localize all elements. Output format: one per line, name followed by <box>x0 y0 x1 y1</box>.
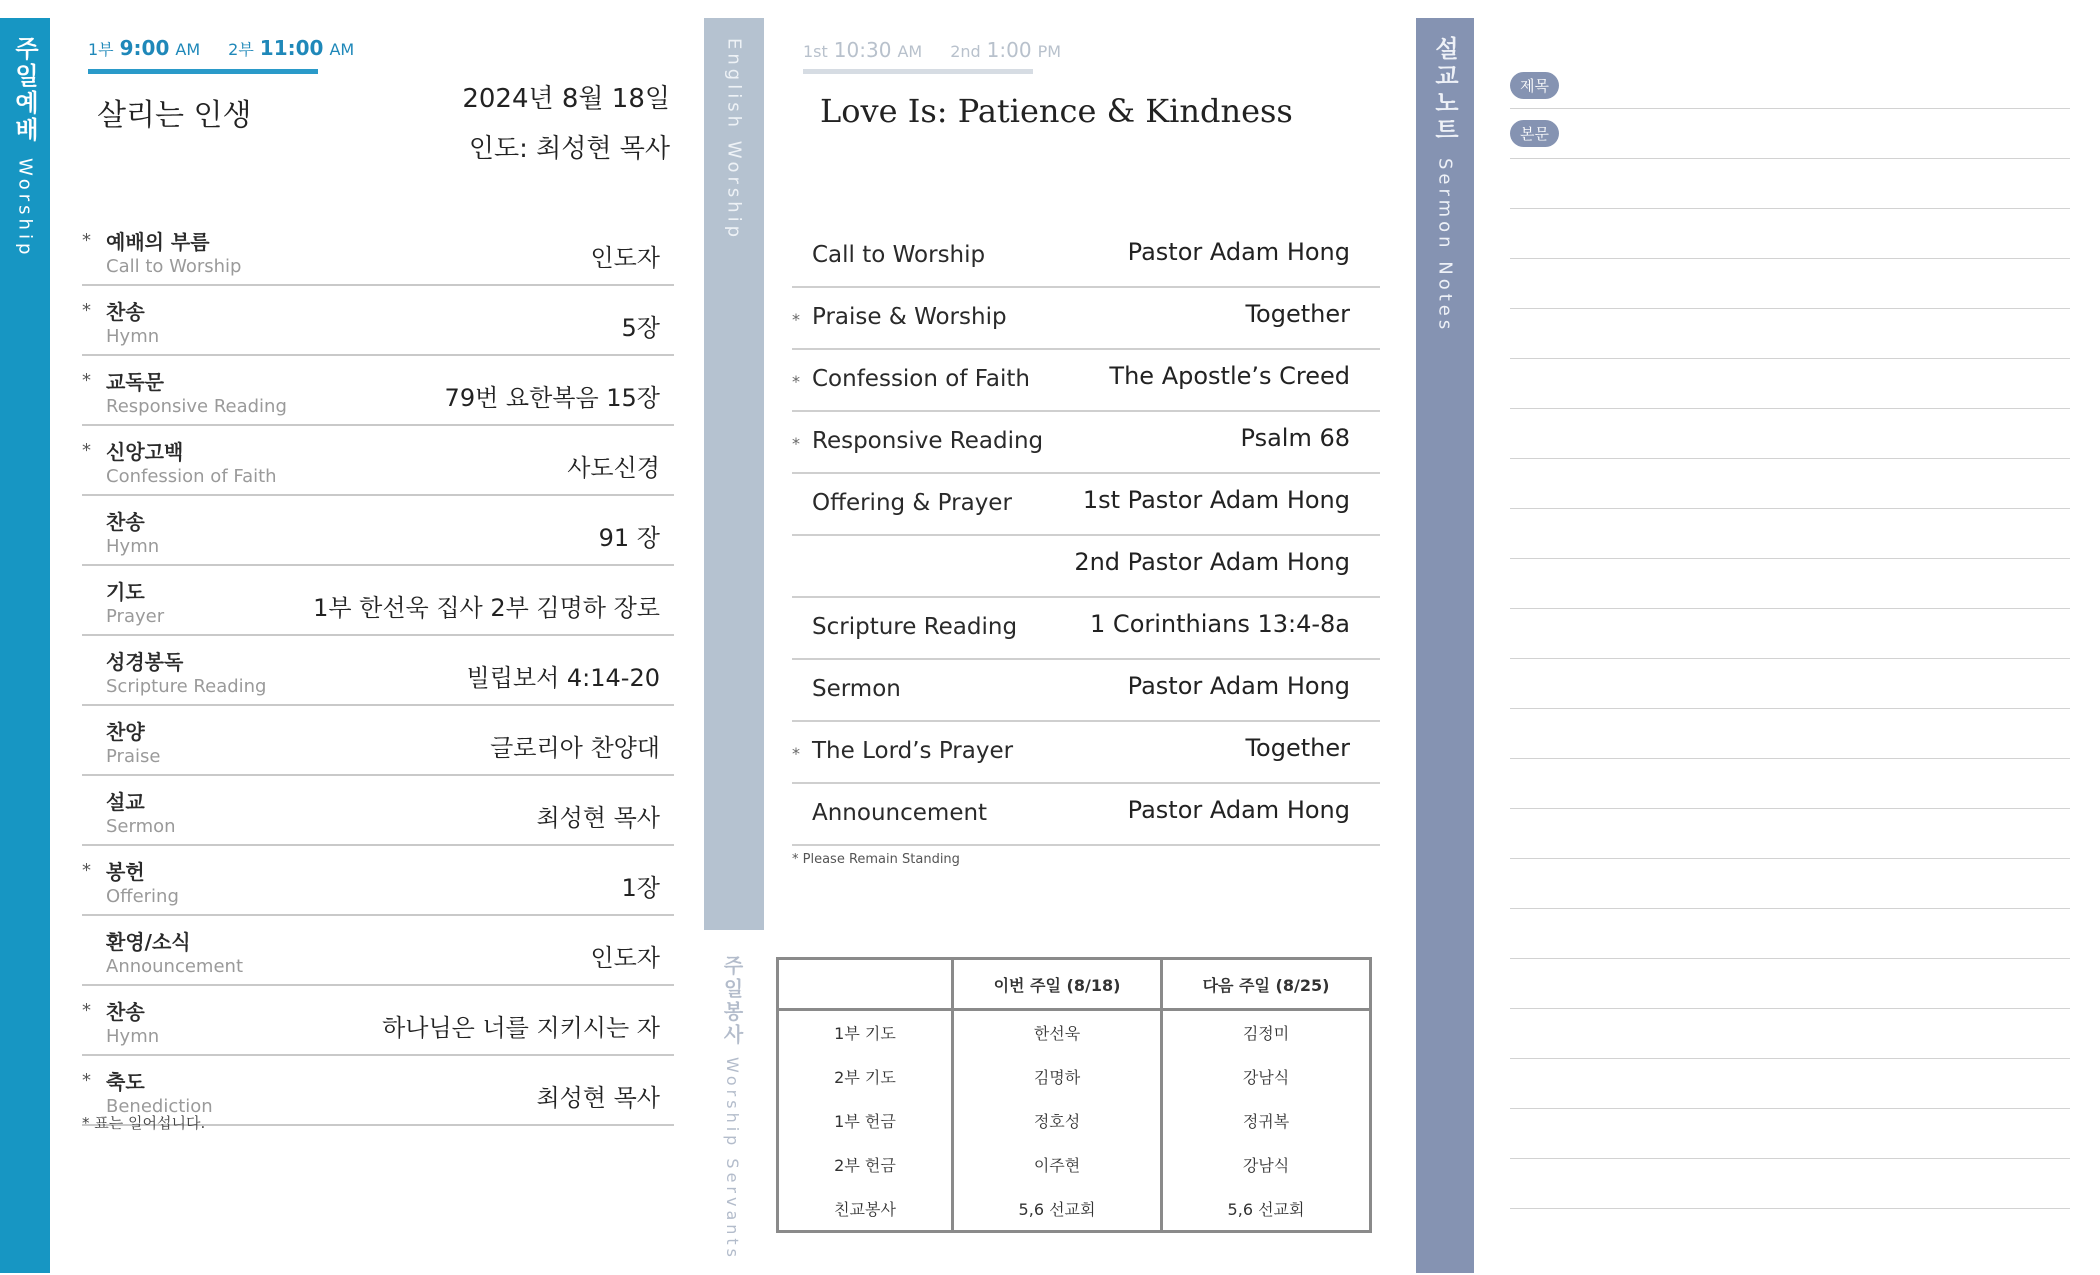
english-order-person: Together <box>1245 734 1350 762</box>
standing-marker: * <box>82 230 91 251</box>
english-order-row <box>792 476 1380 536</box>
english-order-row <box>792 538 1380 598</box>
english-order-item: Confession of Faith <box>812 366 1030 392</box>
note-line <box>1510 1058 2070 1059</box>
servants-next-week: 강남식 <box>1242 1155 1290 1175</box>
english-service-1-time: 10:30 <box>833 38 892 62</box>
servants-header-this-week: 이번 주일 (8/18) <box>953 959 1162 1010</box>
order-item-english: Responsive Reading <box>106 396 287 417</box>
servants-this-week: 이주현 <box>953 1142 1162 1186</box>
standing-marker: * <box>82 860 91 881</box>
english-order-item: Scripture Reading <box>812 614 1018 640</box>
order-row <box>82 708 674 776</box>
order-item-korean: 찬송 <box>106 300 145 324</box>
english-order-item: The Lord’s Prayer <box>812 738 1014 764</box>
note-line <box>1510 1208 2070 1209</box>
notes-text-label: 본문 <box>1510 120 1559 147</box>
english-order-person: Pastor Adam Hong <box>1127 672 1350 700</box>
note-line <box>1510 558 2070 559</box>
order-row <box>82 568 674 636</box>
worship-side-band <box>0 18 50 1273</box>
servants-header-row <box>778 959 1371 1010</box>
english-service-1-ampm: AM <box>897 42 923 61</box>
korean-order-of-worship <box>82 218 674 1128</box>
english-service-2-label: 2nd <box>950 42 981 61</box>
english-order-row <box>792 290 1380 350</box>
english-order-person: Pastor Adam Hong <box>1127 238 1350 266</box>
english-order-person: Pastor Adam Hong <box>1127 796 1350 824</box>
servants-role: 1부 헌금 <box>778 1099 953 1143</box>
korean-service-times <box>88 36 354 60</box>
korean-standing-note: * 표는 일어섭니다. <box>82 1114 206 1132</box>
servants-next-week: 강남식 <box>1242 1068 1290 1088</box>
note-line <box>1510 358 2070 359</box>
english-time-underline <box>803 69 1033 74</box>
order-item-korean: 찬송 <box>106 1000 145 1024</box>
servants-row <box>778 1099 1371 1143</box>
servants-this-week: 5,6 선교회 <box>953 1186 1162 1231</box>
servants-next-week: 김정미 <box>1242 1024 1290 1044</box>
english-order-row <box>792 352 1380 412</box>
note-line <box>1510 708 2070 709</box>
english-sermon-title: Love Is: Patience & Kindness <box>820 92 1293 130</box>
sermon-notes-side-band <box>1416 18 1474 1273</box>
order-item-english: Benediction <box>106 1096 213 1117</box>
note-line <box>1510 458 2070 459</box>
order-row <box>82 638 674 706</box>
note-line <box>1510 908 2070 909</box>
note-line <box>1510 158 2070 159</box>
note-line <box>1510 808 2070 809</box>
sermon-notes-band-english: Sermon Notes <box>1434 158 1456 334</box>
servants-vertical-label <box>718 955 747 1261</box>
order-item-korean: 기도 <box>106 580 145 604</box>
standing-marker: * <box>82 1000 91 1021</box>
english-service-2-ampm: PM <box>1037 42 1062 61</box>
service-2-ampm: AM <box>329 40 355 59</box>
servants-row <box>778 1142 1371 1186</box>
order-item-korean: 봉헌 <box>106 860 145 884</box>
sermon-notes-band-korean: 설교노트 <box>1430 36 1459 144</box>
servants-this-week: 정호성 <box>953 1099 1162 1143</box>
english-standing-note: * Please Remain Standing <box>792 852 960 867</box>
english-order-row <box>792 724 1380 784</box>
standing-marker: * <box>82 300 91 321</box>
english-order-person: Psalm 68 <box>1240 424 1350 452</box>
standing-marker: * <box>82 1070 91 1091</box>
order-row <box>82 848 674 916</box>
order-item-value: 91 장 <box>598 524 660 552</box>
korean-sermon-title: 살리는 인생 <box>97 98 252 133</box>
standing-marker: * <box>792 434 800 453</box>
standing-marker: * <box>82 440 91 461</box>
english-order-item: Praise & Worship <box>812 304 1007 330</box>
note-line <box>1510 1158 2070 1159</box>
servants-band-english: Worship Servants <box>723 1057 742 1262</box>
english-order-item: Offering & Prayer <box>812 490 1012 516</box>
note-line <box>1510 858 2070 859</box>
servants-row <box>778 1055 1371 1099</box>
order-item-english: Announcement <box>106 956 244 977</box>
english-order-person: The Apostle’s Creed <box>1109 362 1350 390</box>
standing-marker: * <box>792 744 800 763</box>
note-line <box>1510 658 2070 659</box>
english-order-item: Sermon <box>812 676 901 702</box>
order-item-korean: 예배의 부름 <box>106 230 210 254</box>
servants-next-week: 5,6 선교회 <box>1227 1199 1305 1219</box>
order-item-value: 최성현 목사 <box>536 804 660 832</box>
order-item-english: Prayer <box>106 606 165 627</box>
order-item-korean: 설교 <box>106 790 145 814</box>
order-item-value: 인도자 <box>590 244 660 272</box>
servants-this-week: 한선욱 <box>953 1010 1162 1055</box>
order-item-value: 인도자 <box>590 944 660 972</box>
note-line <box>1510 208 2070 209</box>
order-item-value: 사도신경 <box>567 454 660 482</box>
order-row <box>82 428 674 496</box>
service-1-ampm: AM <box>175 40 201 59</box>
service-leader: 인도: 최성현 목사 <box>468 134 670 164</box>
english-order-person: Together <box>1245 300 1350 328</box>
order-row <box>82 778 674 846</box>
english-order-row <box>792 414 1380 474</box>
order-item-english: Hymn <box>106 326 160 347</box>
order-row <box>82 218 674 286</box>
english-service-1-label: 1st <box>803 42 828 61</box>
order-item-english: Sermon <box>106 816 176 837</box>
service-date: 2024년 8월 18일 <box>462 84 670 114</box>
english-order-of-worship <box>792 228 1380 848</box>
order-item-english: Confession of Faith <box>106 466 277 487</box>
order-item-korean: 환영/소식 <box>106 930 191 954</box>
standing-marker: * <box>792 310 800 329</box>
notes-title-label: 제목 <box>1510 72 1559 99</box>
order-item-value: 빌립보서 4:14-20 <box>466 664 660 692</box>
order-item-english: Scripture Reading <box>106 676 267 697</box>
english-order-row <box>792 228 1380 288</box>
worship-band-english: Worship <box>14 158 36 259</box>
worship-band-korean: 주일예배 <box>10 36 39 144</box>
english-worship-side-band <box>704 18 764 930</box>
order-item-english: Offering <box>106 886 179 907</box>
english-order-row <box>792 662 1380 722</box>
order-item-value: 79번 요한복음 15장 <box>444 384 660 412</box>
order-item-korean: 성경봉독 <box>106 650 184 674</box>
order-row <box>82 358 674 426</box>
note-line <box>1510 608 2070 609</box>
servants-band-korean: 주일봉사 <box>720 955 744 1047</box>
english-service-2-time: 1:00 <box>986 38 1032 62</box>
english-order-row <box>792 600 1380 660</box>
order-item-english: Praise <box>106 746 161 767</box>
order-item-value: 최성현 목사 <box>536 1084 660 1112</box>
order-row <box>82 988 674 1056</box>
standing-marker: * <box>82 370 91 391</box>
english-order-item: Call to Worship <box>812 242 986 268</box>
servants-this-week: 김명하 <box>953 1055 1162 1099</box>
servants-row <box>778 1186 1371 1231</box>
order-row <box>82 918 674 986</box>
servants-role: 2부 헌금 <box>778 1142 953 1186</box>
servants-role: 친교봉사 <box>778 1186 953 1231</box>
servants-next-week: 정귀복 <box>1242 1111 1290 1131</box>
order-row <box>82 498 674 566</box>
order-item-korean: 찬송 <box>106 510 145 534</box>
note-line <box>1510 308 2070 309</box>
order-item-korean: 축도 <box>106 1070 145 1094</box>
standing-marker: * <box>792 372 800 391</box>
service-2-time: 11:00 <box>259 36 324 60</box>
english-order-item: Announcement <box>812 800 988 826</box>
order-item-korean: 찬양 <box>106 720 145 744</box>
servants-role: 1부 기도 <box>778 1010 953 1055</box>
order-row <box>82 288 674 356</box>
english-worship-band-label: English Worship <box>723 38 745 242</box>
order-item-value: 1장 <box>621 874 660 902</box>
servants-header-next-week: 다음 주일 (8/25) <box>1162 959 1371 1010</box>
order-item-value: 1부 한선욱 집사 2부 김명하 장로 <box>313 594 660 622</box>
korean-time-underline <box>88 69 318 74</box>
english-order-person: 1st Pastor Adam Hong <box>1082 486 1350 514</box>
order-item-korean: 신앙고백 <box>106 440 184 464</box>
servants-row <box>778 1010 1371 1055</box>
english-order-person: 2nd Pastor Adam Hong <box>1074 548 1350 576</box>
note-line <box>1510 1108 2070 1109</box>
order-item-english: Hymn <box>106 536 160 557</box>
note-line <box>1510 758 2070 759</box>
worship-servants-table <box>776 957 1372 1233</box>
english-service-times <box>803 38 1061 62</box>
note-line <box>1510 958 2070 959</box>
order-item-value: 5장 <box>621 314 660 342</box>
order-item-korean: 교독문 <box>106 370 164 394</box>
english-order-row <box>792 786 1380 846</box>
order-item-english: Call to Worship <box>106 256 242 277</box>
service-1-label: 1부 <box>88 40 114 59</box>
servants-header-role <box>778 959 953 1010</box>
note-line <box>1510 108 2070 109</box>
servants-body <box>778 1010 1371 1232</box>
order-item-english: Hymn <box>106 1026 160 1047</box>
order-item-value: 글로리아 찬양대 <box>490 734 660 762</box>
order-item-value: 하나님은 너를 지키시는 자 <box>382 1014 660 1042</box>
note-line <box>1510 258 2070 259</box>
note-line <box>1510 1008 2070 1009</box>
english-order-person: 1 Corinthians 13:4-8a <box>1090 610 1350 638</box>
note-line <box>1510 408 2070 409</box>
note-line <box>1510 508 2070 509</box>
service-2-label: 2부 <box>228 40 254 59</box>
english-order-item: Responsive Reading <box>812 428 1044 454</box>
servants-role: 2부 기도 <box>778 1055 953 1099</box>
service-1-time: 9:00 <box>119 36 170 60</box>
